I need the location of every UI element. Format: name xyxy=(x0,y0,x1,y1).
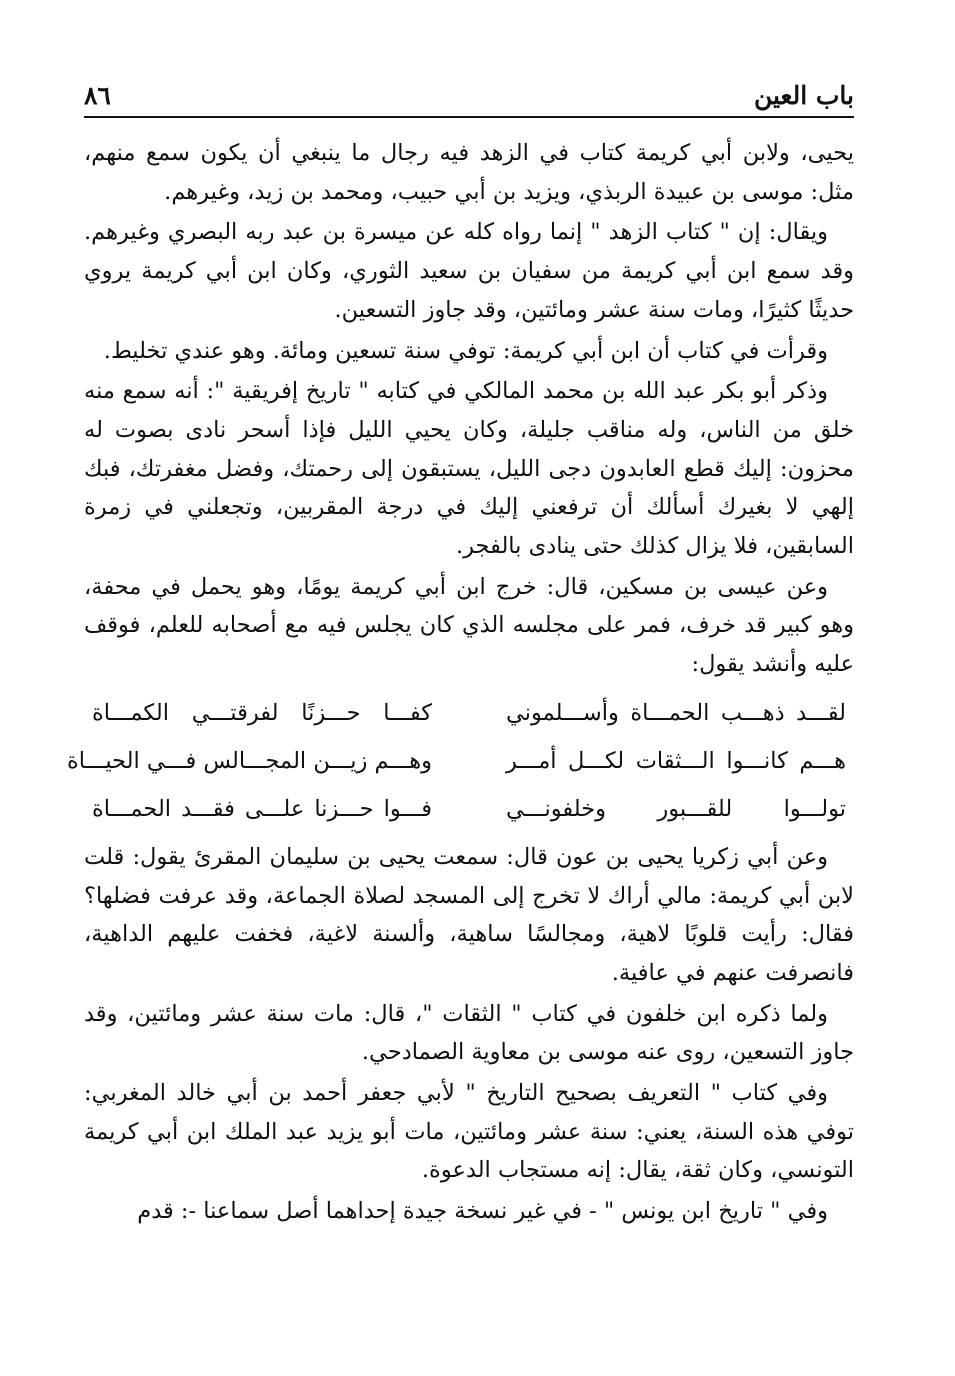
poem-verse-1 xyxy=(84,690,854,738)
paragraph-9: وفي " تاريخ ابن يونس " - في غير نسخة جيدة إحداهما أصل سماعنا -: قدم xyxy=(137,1198,828,1225)
paragraph-5: وعن عيسى بن مسكين، قال: خرج ابن أبي كريمة يومًا، وهو يحمل في محفة، وهو كبير قد خرف، فمر على مجلسه الذي كان يجلس فيه مع أصحابه للعلم، فوقف عليه وأنشد يقول: xyxy=(84,573,854,678)
verse-first-hemistich: هـــم كانـــوا الـــثقات لكـــل أمـــر xyxy=(506,748,846,775)
paragraph-6: وعن أبي زكريا يحيى بن عون قال: سمعت يحيى بن سليمان المقرئ يقول: قلت لابن أبي كريمة: مالي أراك لا تخرج إلى المسجد لصلاة الجماعة، وقد عرفت فضلها؟ فقال: رأيت قلوبًا لاهية، ومجالسًا ساهية، وألسنة لاغية، فخفت عليهم الداهية، فانصرفت عنهم في عافية. xyxy=(84,843,854,986)
paragraph-1: يحيى، ولابن أبي كريمة كتاب في الزهد فيه رجال ما ينبغي أن يكون سمع منهم، مثل: موسى بن عبيدة الربذي، ويزيد بن أبي حبيب، ومحمد بن زيد، وغيرهم. xyxy=(84,140,854,205)
verse-first-hemistich: تولـــوا للقـــبور وخلفونـــي xyxy=(506,796,846,823)
verse-second-hemistich: فـــوا حـــزنا علـــى فقـــد الحمـــاة xyxy=(92,796,432,823)
page-number: ٨٦ xyxy=(84,81,111,110)
poem xyxy=(66,690,854,834)
paragraph-3: وقرأت في كتاب أن ابن أبي كريمة: توفي سنة تسعين ومائة. وهو عندي تخليط. xyxy=(103,337,828,364)
paragraph-8: وفي كتاب " التعريف بصحيح التاريخ " لأبي جعفر أحمد بن أبي خالد المغربي: توفي هذه السنة، يعني: سنة عشر ومائتين، مات أبو يزيد عبد الملك ابن أبي كريمة التونسي، وكان ثقة، يقال: إنه مستجاب الدعوة. xyxy=(84,1080,854,1184)
poem-verse-3 xyxy=(84,786,854,834)
page-body xyxy=(66,134,854,1231)
verse-second-hemistich: كفـــا حـــزنًا لفرقتـــي الكمـــاة xyxy=(92,700,432,727)
verse-second-hemistich: وهـــم زيـــن المجـــالس فـــي الحيـــاة xyxy=(66,748,432,775)
chapter-title: باب العين xyxy=(753,81,854,110)
poem-verse-2 xyxy=(66,738,854,786)
page-header xyxy=(84,72,854,118)
verse-first-hemistich: لقـــد ذهـــب الحمـــاة وأســـلموني xyxy=(506,700,846,727)
paragraph-2: ويقال: إن " كتاب الزهد " إنما رواه كله عن ميسرة بن عبد ربه البصري وغيرهم. وقد سمع ابن أبي كريمة من سفيان بن سعيد الثوري، وكان ابن أبي كريمة يروي حديثًا كثيرًا، ومات سنة عشر ومائتين، وقد جاوز التسعين. xyxy=(84,219,854,323)
paragraph-7: ولما ذكره ابن خلفون في كتاب " الثقات "، قال: مات سنة عشر ومائتين، وقد جاوز التسعين، روى عنه موسى بن معاوية الصمادحي. xyxy=(84,1000,854,1066)
paragraph-4: وذكر أبو بكر عبد الله بن محمد المالكي في كتابه " تاريخ إفريقية ": أنه سمع منه خلق من الناس، وله مناقب جليلة، وكان يحيي الليل فإذا أسحر نادى بصوت له محزون: إليك قطع العابدون دجى الليل، يستبقون إلى رحمتك، وفضل مغفرتك، فبك إلهي لا بغيرك أسألك أن ترفعني إليك في درجة المقربين، وتجعلني في زمرة السابقين، فلا يزال كذلك حتى ينادى بالفجر. xyxy=(84,378,854,560)
